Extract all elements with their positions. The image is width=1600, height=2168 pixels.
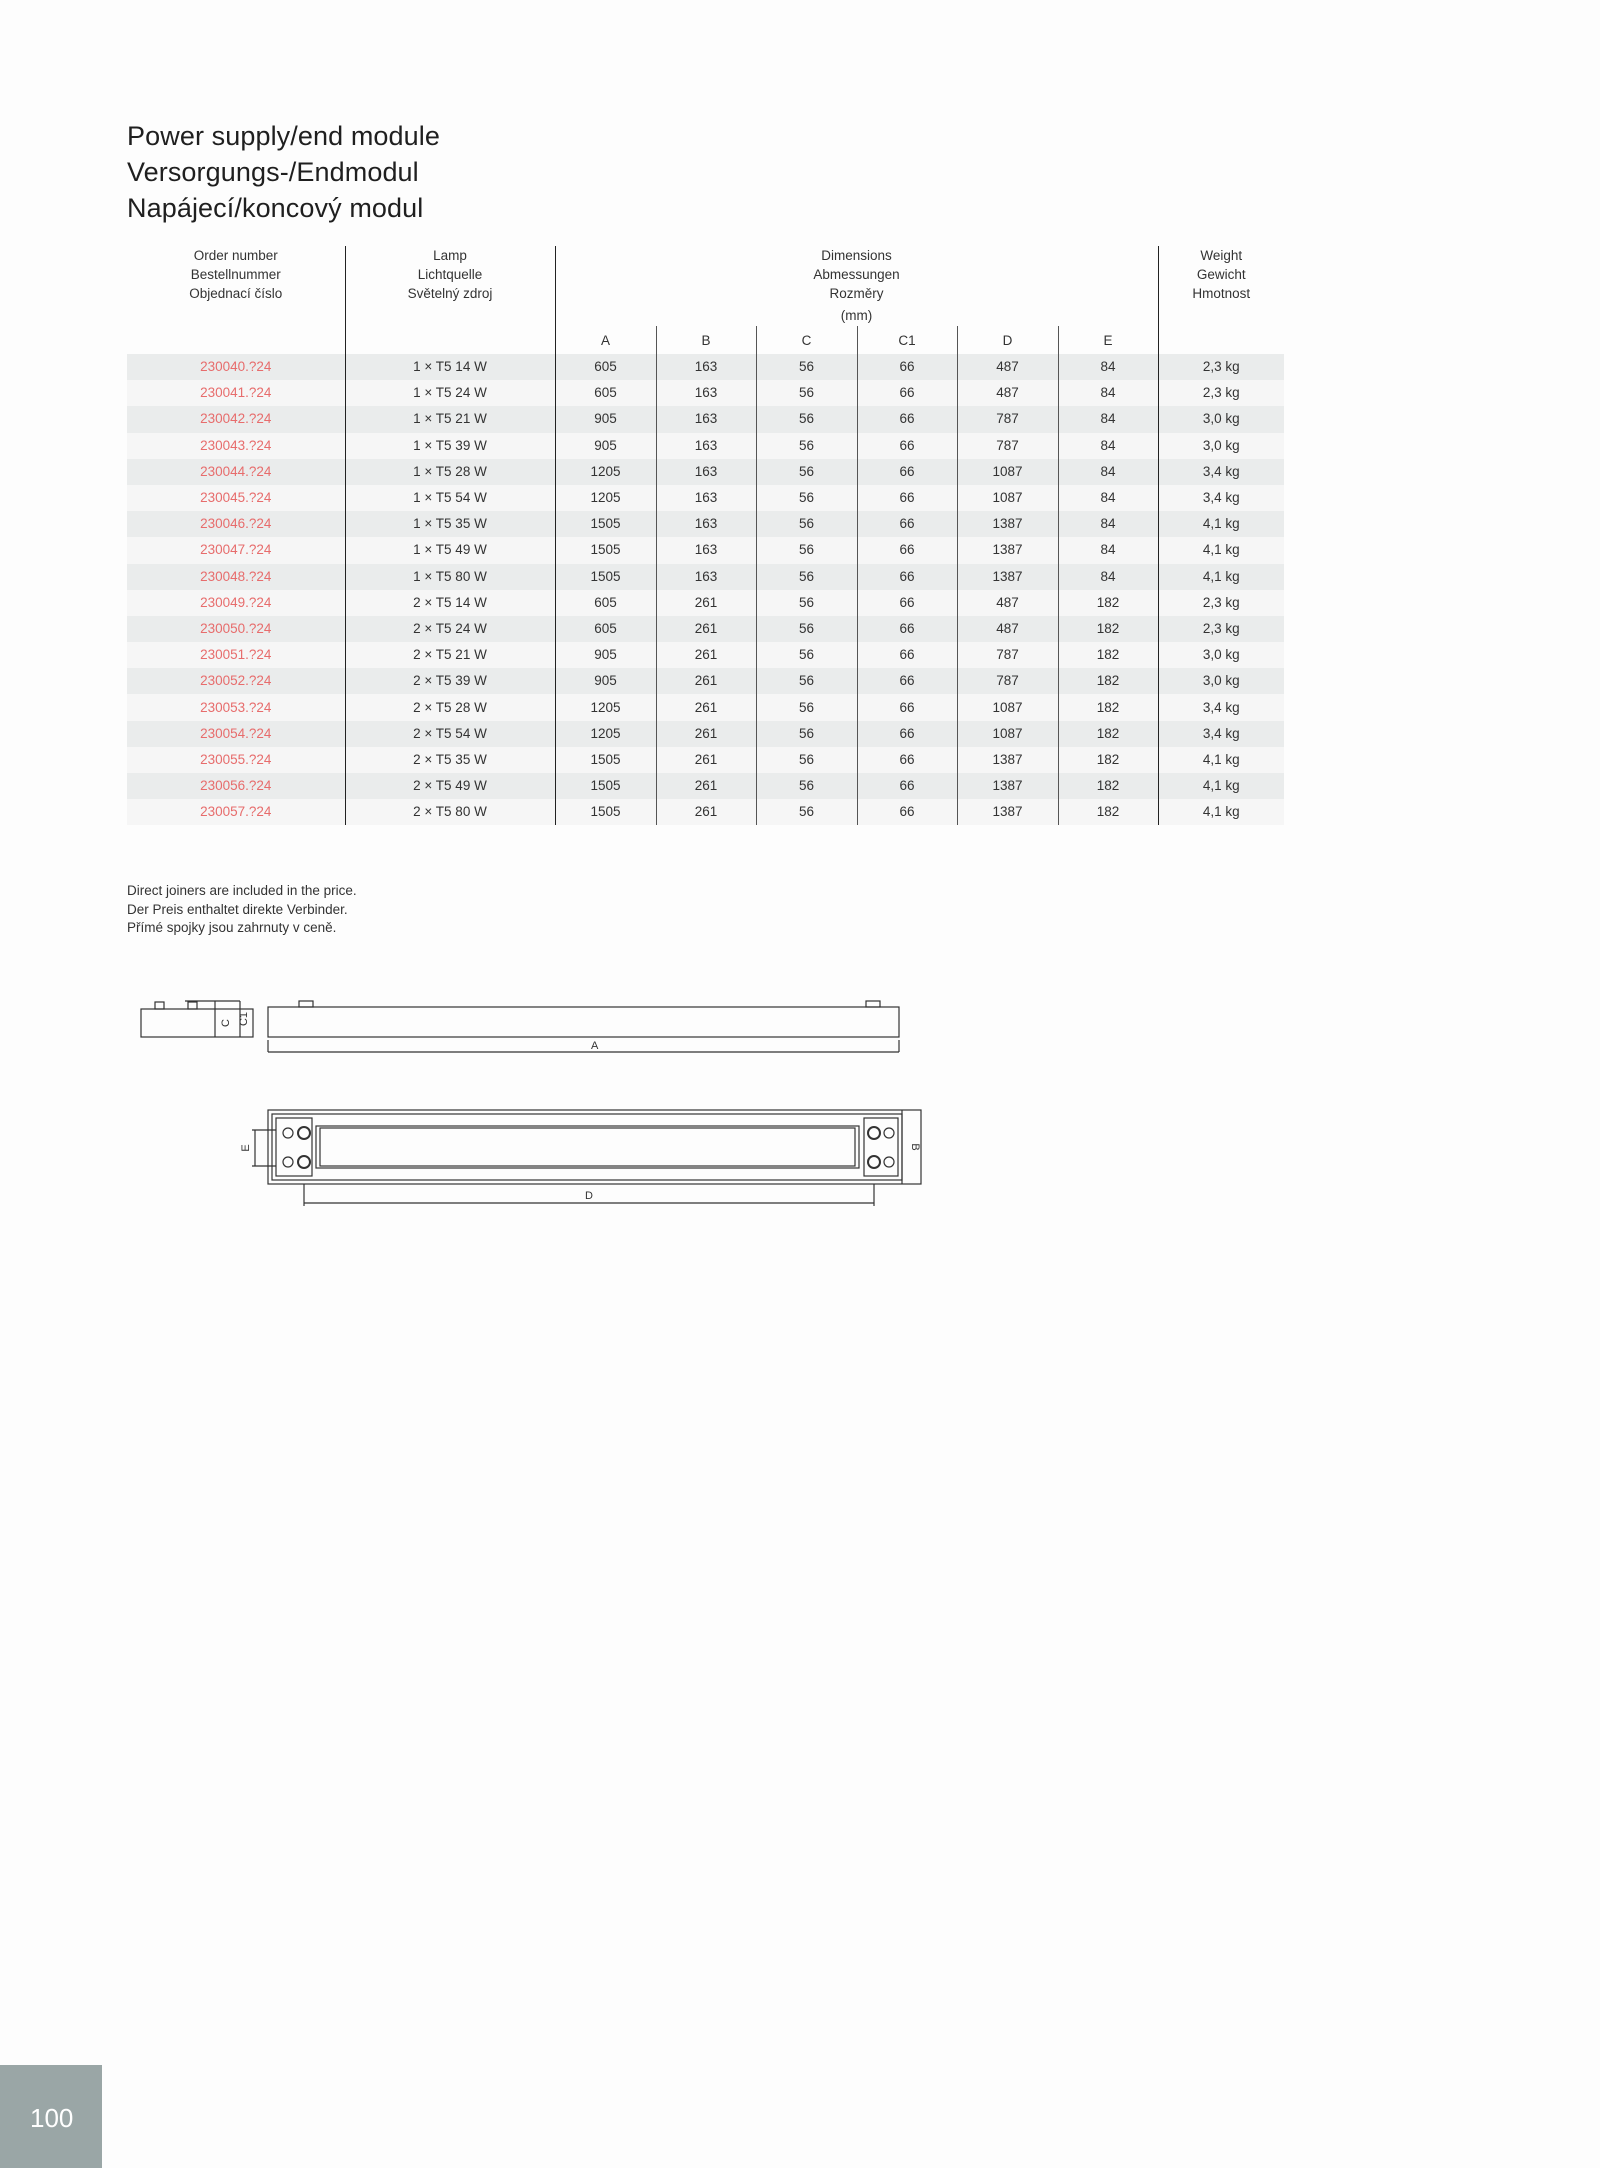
cell-lamp: 2 × T5 80 W xyxy=(345,799,555,825)
cell-dim-c1: 66 xyxy=(857,721,957,747)
cell-dim-e: 84 xyxy=(1058,537,1158,563)
cell-dim-c1: 66 xyxy=(857,564,957,590)
cell-weight: 4,1 kg xyxy=(1158,799,1284,825)
cell-dim-c1: 66 xyxy=(857,511,957,537)
cell-dim-e: 84 xyxy=(1058,380,1158,406)
cell-dim-e: 84 xyxy=(1058,564,1158,590)
cell-order-number: 230055.?24 xyxy=(127,747,345,773)
header-c1: C1 xyxy=(857,326,957,354)
side-view-endcap xyxy=(141,1001,253,1037)
cell-order-number: 230046.?24 xyxy=(127,511,345,537)
cell-dim-c1: 66 xyxy=(857,537,957,563)
cell-dim-b: 261 xyxy=(656,616,756,642)
cell-dim-e: 182 xyxy=(1058,616,1158,642)
cell-dim-b: 261 xyxy=(656,668,756,694)
cell-lamp: 2 × T5 24 W xyxy=(345,616,555,642)
cell-dim-b: 163 xyxy=(656,511,756,537)
cell-dim-c: 56 xyxy=(756,590,857,616)
side-view-body xyxy=(268,1001,899,1052)
cell-order-number: 230042.?24 xyxy=(127,406,345,432)
cell-dim-d: 1387 xyxy=(957,747,1058,773)
header-e: E xyxy=(1058,326,1158,354)
cell-dim-a: 905 xyxy=(555,433,656,459)
cell-dim-e: 84 xyxy=(1058,459,1158,485)
cell-weight: 2,3 kg xyxy=(1158,616,1284,642)
cell-order-number: 230045.?24 xyxy=(127,485,345,511)
title-en: Power supply/end module xyxy=(127,121,440,151)
cell-dim-b: 261 xyxy=(656,694,756,720)
cell-order-number: 230047.?24 xyxy=(127,537,345,563)
cell-dim-c: 56 xyxy=(756,511,857,537)
cell-lamp: 2 × T5 39 W xyxy=(345,668,555,694)
cell-dim-b: 261 xyxy=(656,721,756,747)
cell-weight: 4,1 kg xyxy=(1158,747,1284,773)
cell-weight: 4,1 kg xyxy=(1158,773,1284,799)
cell-dim-a: 905 xyxy=(555,406,656,432)
header-c: C xyxy=(756,326,857,354)
cell-dim-d: 487 xyxy=(957,590,1058,616)
cell-dim-d: 1387 xyxy=(957,537,1058,563)
cell-dim-e: 84 xyxy=(1058,433,1158,459)
cell-weight: 3,4 kg xyxy=(1158,694,1284,720)
cell-lamp: 1 × T5 21 W xyxy=(345,406,555,432)
cell-dim-c: 56 xyxy=(756,694,857,720)
cell-lamp: 2 × T5 49 W xyxy=(345,773,555,799)
page-number-box xyxy=(0,2065,102,2168)
cell-dim-b: 163 xyxy=(656,380,756,406)
cell-weight: 4,1 kg xyxy=(1158,511,1284,537)
cell-lamp: 2 × T5 28 W xyxy=(345,694,555,720)
cell-order-number: 230043.?24 xyxy=(127,433,345,459)
cell-order-number: 230054.?24 xyxy=(127,721,345,747)
cell-dim-c1: 66 xyxy=(857,406,957,432)
cell-dim-a: 605 xyxy=(555,380,656,406)
cell-dim-c1: 66 xyxy=(857,380,957,406)
cell-dim-c1: 66 xyxy=(857,433,957,459)
cell-dim-b: 261 xyxy=(656,642,756,668)
header-a: A xyxy=(555,326,656,354)
cell-dim-c1: 66 xyxy=(857,485,957,511)
cell-dim-a: 1505 xyxy=(555,773,656,799)
cell-dim-c: 56 xyxy=(756,406,857,432)
cell-dim-c1: 66 xyxy=(857,694,957,720)
cell-dim-b: 163 xyxy=(656,406,756,432)
cell-dim-c: 56 xyxy=(756,433,857,459)
cell-order-number: 230057.?24 xyxy=(127,799,345,825)
cell-dim-b: 163 xyxy=(656,564,756,590)
cell-dim-c1: 66 xyxy=(857,616,957,642)
cell-dim-c: 56 xyxy=(756,747,857,773)
cell-dim-a: 1505 xyxy=(555,511,656,537)
cell-dim-d: 1387 xyxy=(957,773,1058,799)
cell-dim-d: 787 xyxy=(957,433,1058,459)
cell-dim-c: 56 xyxy=(756,564,857,590)
label-a: A xyxy=(591,1040,599,1052)
cell-dim-a: 1205 xyxy=(555,721,656,747)
cell-weight: 3,4 kg xyxy=(1158,459,1284,485)
cell-dim-e: 182 xyxy=(1058,642,1158,668)
header-dimensions: Dimensions Abmessungen Rozměry (mm) xyxy=(555,246,1158,326)
cell-dim-a: 1505 xyxy=(555,747,656,773)
title-de: Versorgungs-/Endmodul xyxy=(127,157,419,187)
cell-lamp: 1 × T5 24 W xyxy=(345,380,555,406)
cell-dim-c1: 66 xyxy=(857,354,957,380)
cell-lamp: 1 × T5 39 W xyxy=(345,433,555,459)
cell-dim-a: 605 xyxy=(555,590,656,616)
cell-dim-e: 182 xyxy=(1058,773,1158,799)
cell-lamp: 1 × T5 49 W xyxy=(345,537,555,563)
cell-lamp: 1 × T5 35 W xyxy=(345,511,555,537)
cell-dim-c: 56 xyxy=(756,354,857,380)
cell-dim-a: 1505 xyxy=(555,799,656,825)
price-note: Direct joiners are included in the price. Der Preis enthaltet direkte Verbinder. Přímé spojky jsou zahrnuty v ceně. xyxy=(127,883,357,935)
cell-dim-c: 56 xyxy=(756,459,857,485)
cell-dim-c1: 66 xyxy=(857,642,957,668)
cell-weight: 2,3 kg xyxy=(1158,354,1284,380)
cell-dim-a: 1505 xyxy=(555,564,656,590)
cell-weight: 3,4 kg xyxy=(1158,485,1284,511)
cell-dim-e: 182 xyxy=(1058,668,1158,694)
cell-weight: 3,0 kg xyxy=(1158,668,1284,694)
cell-lamp: 1 × T5 80 W xyxy=(345,564,555,590)
cell-dim-e: 182 xyxy=(1058,747,1158,773)
cell-lamp: 1 × T5 14 W xyxy=(345,354,555,380)
header-b: B xyxy=(656,326,756,354)
cell-dim-b: 163 xyxy=(656,485,756,511)
cell-dim-a: 1205 xyxy=(555,459,656,485)
cell-dim-c1: 66 xyxy=(857,747,957,773)
cell-order-number: 230048.?24 xyxy=(127,564,345,590)
cell-dim-b: 163 xyxy=(656,459,756,485)
cell-lamp: 1 × T5 28 W xyxy=(345,459,555,485)
header-lamp: Lamp Lichtquelle Světelný zdroj xyxy=(345,246,555,326)
page-number: 100 xyxy=(30,2103,74,2133)
cell-dim-a: 905 xyxy=(555,642,656,668)
cell-weight: 2,3 kg xyxy=(1158,380,1284,406)
cell-dim-c1: 66 xyxy=(857,799,957,825)
cell-weight: 4,1 kg xyxy=(1158,564,1284,590)
cell-dim-b: 163 xyxy=(656,537,756,563)
cell-dim-d: 1087 xyxy=(957,694,1058,720)
cell-dim-d: 1087 xyxy=(957,485,1058,511)
cell-dim-b: 261 xyxy=(656,773,756,799)
cell-dim-a: 605 xyxy=(555,354,656,380)
cell-dim-a: 1505 xyxy=(555,537,656,563)
cell-dim-d: 1387 xyxy=(957,799,1058,825)
cell-weight: 3,0 kg xyxy=(1158,642,1284,668)
cell-dim-e: 182 xyxy=(1058,694,1158,720)
header-weight: Weight Gewicht Hmotnost xyxy=(1158,246,1284,326)
label-c1: C1 xyxy=(238,1011,250,1027)
cell-lamp: 2 × T5 54 W xyxy=(345,721,555,747)
cell-dim-c1: 66 xyxy=(857,459,957,485)
cell-dim-a: 905 xyxy=(555,668,656,694)
cell-order-number: 230053.?24 xyxy=(127,694,345,720)
cell-weight: 3,0 kg xyxy=(1158,433,1284,459)
cell-dim-d: 487 xyxy=(957,354,1058,380)
cell-dim-d: 787 xyxy=(957,406,1058,432)
label-b: B xyxy=(909,1143,921,1151)
cell-lamp: 2 × T5 21 W xyxy=(345,642,555,668)
cell-weight: 3,0 kg xyxy=(1158,406,1284,432)
label-d: D xyxy=(585,1190,593,1202)
cell-order-number: 230041.?24 xyxy=(127,380,345,406)
cell-order-number: 230050.?24 xyxy=(127,616,345,642)
cell-dim-d: 787 xyxy=(957,642,1058,668)
cell-lamp: 1 × T5 54 W xyxy=(345,485,555,511)
cell-order-number: 230040.?24 xyxy=(127,354,345,380)
cell-weight: 3,4 kg xyxy=(1158,721,1284,747)
cell-dim-e: 84 xyxy=(1058,406,1158,432)
cell-dim-c: 56 xyxy=(756,668,857,694)
cell-dim-d: 487 xyxy=(957,616,1058,642)
cell-dim-e: 84 xyxy=(1058,354,1158,380)
cell-dim-d: 1087 xyxy=(957,721,1058,747)
cell-weight: 2,3 kg xyxy=(1158,590,1284,616)
cell-order-number: 230044.?24 xyxy=(127,459,345,485)
cell-dim-e: 84 xyxy=(1058,485,1158,511)
cell-dim-a: 1205 xyxy=(555,485,656,511)
cell-dim-d: 787 xyxy=(957,668,1058,694)
cell-dim-e: 182 xyxy=(1058,590,1158,616)
cell-order-number: 230051.?24 xyxy=(127,642,345,668)
label-c: C xyxy=(220,1019,232,1027)
cell-dim-c1: 66 xyxy=(857,773,957,799)
cell-dim-d: 1387 xyxy=(957,511,1058,537)
cell-dim-c: 56 xyxy=(756,773,857,799)
cell-dim-c: 56 xyxy=(756,616,857,642)
cell-dim-c1: 66 xyxy=(857,590,957,616)
cell-dim-c: 56 xyxy=(756,642,857,668)
cell-dim-b: 163 xyxy=(656,433,756,459)
title-cz: Napájecí/koncový modul xyxy=(127,193,424,223)
cell-dim-a: 605 xyxy=(555,616,656,642)
cell-dim-c: 56 xyxy=(756,380,857,406)
cell-dim-c: 56 xyxy=(756,485,857,511)
cell-dim-b: 261 xyxy=(656,747,756,773)
cell-dim-c: 56 xyxy=(756,799,857,825)
cell-order-number: 230056.?24 xyxy=(127,773,345,799)
header-order: Order number Bestellnummer Objednací číslo xyxy=(189,248,283,301)
cell-dim-b: 261 xyxy=(656,590,756,616)
cell-lamp: 2 × T5 14 W xyxy=(345,590,555,616)
cell-dim-e: 84 xyxy=(1058,511,1158,537)
cell-weight: 4,1 kg xyxy=(1158,537,1284,563)
cell-order-number: 230052.?24 xyxy=(127,668,345,694)
cell-lamp: 2 × T5 35 W xyxy=(345,747,555,773)
cell-dim-b: 163 xyxy=(656,354,756,380)
header-d: D xyxy=(957,326,1058,354)
cell-dim-c: 56 xyxy=(756,537,857,563)
cell-dim-b: 261 xyxy=(656,799,756,825)
cell-dim-d: 1087 xyxy=(957,459,1058,485)
cell-dim-c1: 66 xyxy=(857,668,957,694)
cell-order-number: 230049.?24 xyxy=(127,590,345,616)
cell-dim-e: 182 xyxy=(1058,721,1158,747)
cell-dim-e: 182 xyxy=(1058,799,1158,825)
cell-dim-c: 56 xyxy=(756,721,857,747)
cell-dim-d: 487 xyxy=(957,380,1058,406)
cell-dim-a: 1205 xyxy=(555,694,656,720)
label-e: E xyxy=(240,1144,252,1152)
cell-dim-d: 1387 xyxy=(957,564,1058,590)
